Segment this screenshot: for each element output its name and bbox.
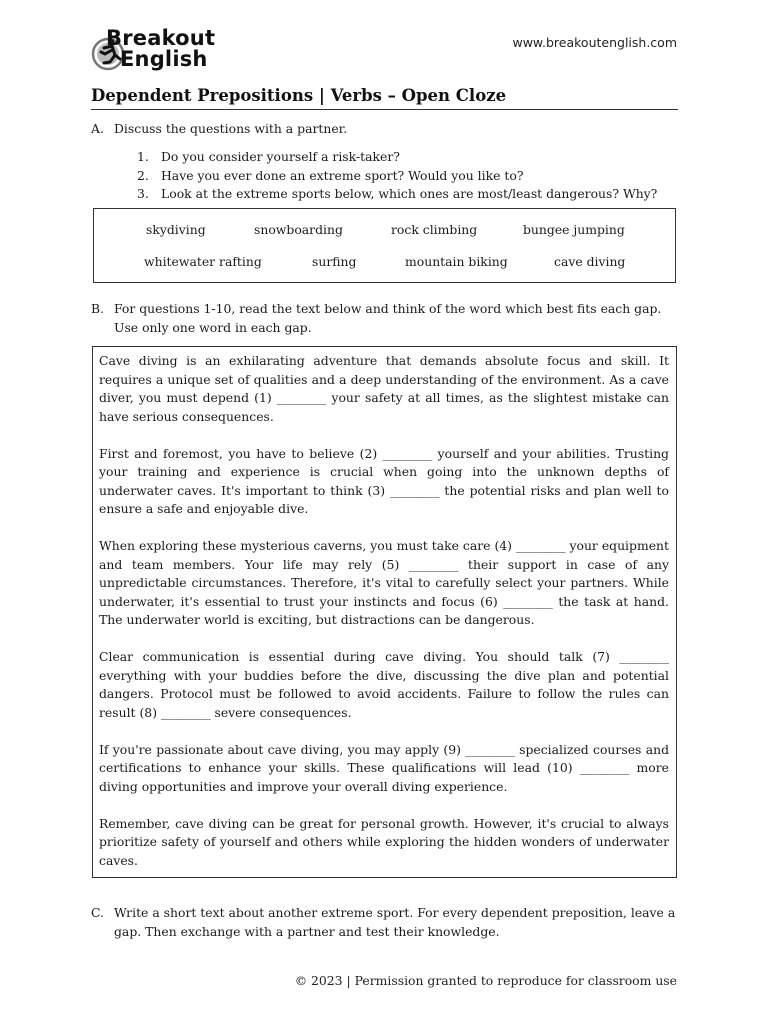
question-number: 2. bbox=[137, 167, 149, 183]
sport-item: bungee jumping bbox=[523, 222, 625, 237]
question-item bbox=[137, 185, 657, 204]
question-number: 1. bbox=[137, 149, 149, 164]
sport-item: rock climbing bbox=[391, 222, 478, 237]
section-b-instruction: For questions 1-10, read the text below and think of the word which best fits each gap. Use only one word in each gap. bbox=[114, 301, 662, 335]
sport-item: mountain biking bbox=[405, 254, 508, 269]
passage-paragraph: First and foremost, you have to believe (2) ________ yourself and your abilities. Trusting your training and experience is crucial when going into the unknown depths of underwater caves. It's important to think (3) ________ the potential risks and plan well to ensure a safe and enjoyable dive. bbox=[99, 445, 669, 516]
sport-item: whitewater rafting bbox=[144, 254, 262, 269]
question-number: 3. bbox=[137, 186, 149, 201]
sport-item: cave diving bbox=[554, 254, 626, 269]
sport-item: snowboarding bbox=[254, 222, 343, 237]
cloze-passage bbox=[92, 346, 677, 878]
passage-paragraph: When exploring these mysterious caverns, you must take care (4) ________ your equipment and team members. Your life may rely (5) ________ their support in case of any unpredictable circumstances. Therefore, it's vital to carefully select your partners. While underwater, it's essential to trust your instincts and focus (6) ________ the task at hand. The underwater world is exciting, but distractions can be dangerous. bbox=[99, 538, 669, 627]
question-item bbox=[137, 148, 657, 167]
question-item bbox=[137, 167, 657, 186]
logo-line-1: Breakout bbox=[106, 26, 216, 50]
logo-line-2: English bbox=[120, 47, 208, 71]
question-text: Have you ever done an extreme sport? Would you like to? bbox=[161, 167, 524, 183]
section-a-letter: A. bbox=[91, 121, 104, 136]
section-c-instruction: Write a short text about another extreme sport. For every dependent preposition, leave a gap. Then exchange with a partner and test their knowledge. bbox=[114, 905, 676, 939]
logo-wordmark bbox=[106, 28, 215, 70]
section-c-letter: C. bbox=[91, 905, 104, 920]
sport-item: skydiving bbox=[146, 222, 206, 237]
section-a-instruction: Discuss the questions with a partner. bbox=[114, 121, 348, 136]
website-url[interactable]: www.breakoutenglish.com bbox=[512, 35, 677, 50]
passage-paragraph: Remember, cave diving can be great for personal growth. However, it's crucial to always prioritize safety of yourself and others while exploring the hidden wonders of underwater caves. bbox=[99, 815, 669, 868]
passage-paragraph: If you're passionate about cave diving, you may apply (9) ________ specialized courses and certifications to enhance your skills. These qualifications will lead (10) ________ more diving opportunities and improve your overall diving experience. bbox=[99, 741, 669, 794]
question-text: Do you consider yourself a risk-taker? bbox=[161, 149, 400, 164]
section-b-letter: B. bbox=[91, 301, 105, 316]
section-c bbox=[91, 904, 678, 941]
breakout-english-logo bbox=[91, 28, 241, 74]
passage-paragraph: Cave diving is an exhilarating adventure that demands absolute focus and skill. It requires a unique set of qualities and a deep understanding of the environment. As a cave diver, you must depend (1) ________ your safety at all times, as the slightest mistake can have serious consequences. bbox=[99, 353, 669, 424]
sport-item: surfing bbox=[312, 254, 357, 269]
question-text: Look at the extreme sports below, which ones are most/least dangerous? Why? bbox=[161, 186, 658, 201]
page-title: Dependent Prepositions | Verbs – Open Cloze bbox=[91, 86, 678, 110]
section-a bbox=[91, 120, 678, 201]
copyright-footer: © 2023 | Permission granted to reproduce for classroom use bbox=[294, 973, 677, 988]
section-b bbox=[91, 300, 678, 337]
discussion-questions bbox=[137, 148, 657, 204]
extreme-sports-box bbox=[93, 208, 676, 283]
passage-paragraph: Clear communication is essential during cave diving. You should talk (7) ________ everything with your buddies before the dive, discussing the dive plan and potential dangers. Protocol must be followed to avoid accidents. Failure to follow the rules can result (8) ________ severe consequences. bbox=[99, 649, 669, 720]
